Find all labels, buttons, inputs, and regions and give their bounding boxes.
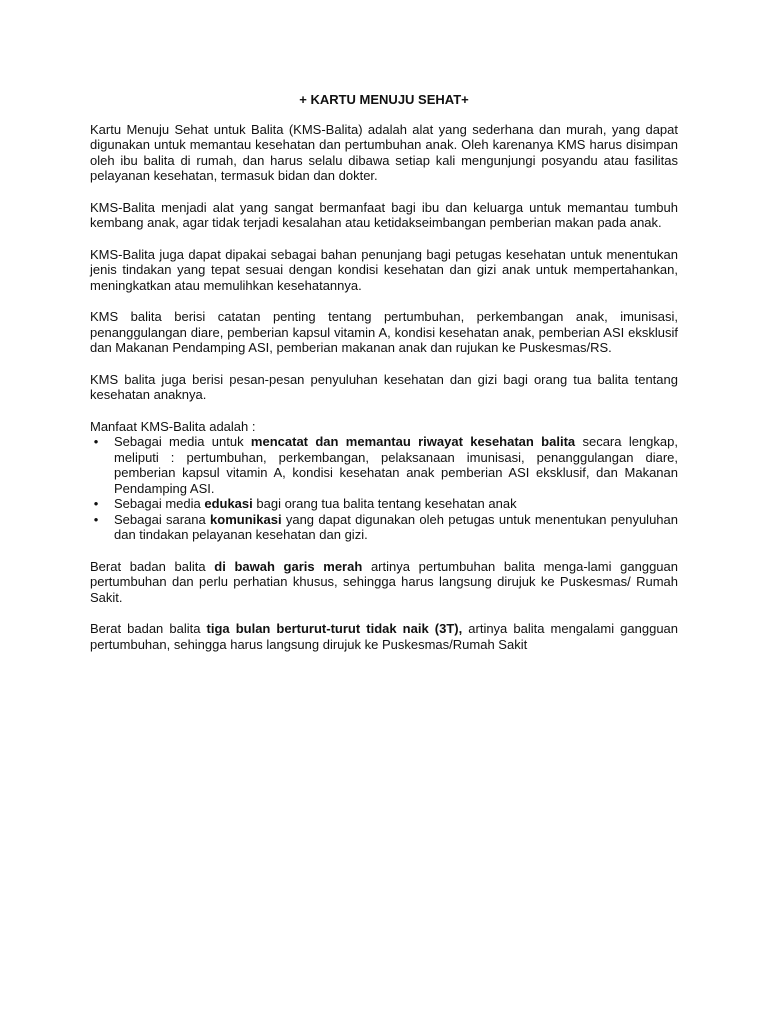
document-title: + KARTU MENUJU SEHAT+ bbox=[299, 92, 469, 107]
benefit-text: Sebagai media untuk bbox=[114, 434, 251, 449]
benefit-text: Sebagai media bbox=[114, 496, 205, 511]
benefit-bold-text: komunikasi bbox=[210, 511, 282, 527]
paragraph-3t-not-gaining bbox=[90, 621, 678, 652]
benefit-text: secara lengkap, meliputi : pertumbuhan, perkembangan, pelaksanaan imunisasi, penanggulangan diare, pemberian kapsul vitamin A, kondisi kesehatan anak pemberian ASI eksklusif, dan Makanan Pendamping ASI. bbox=[114, 434, 678, 496]
benefit-item bbox=[90, 434, 678, 496]
closing-bold-text: tiga bulan berturut-turut tidak naik (3T), bbox=[206, 621, 463, 636]
benefit-bold-text: mencatat dan memantau riwayat kesehatan balita bbox=[250, 434, 576, 449]
bullet-icon: • bbox=[93, 434, 99, 449]
benefit-item bbox=[90, 512, 678, 543]
closing-bold-text: di bawah garis merah bbox=[214, 558, 363, 574]
bullet-icon: • bbox=[93, 496, 99, 511]
closing-text: Berat badan balita bbox=[90, 621, 207, 636]
bullet-icon: • bbox=[93, 511, 99, 527]
document-page bbox=[90, 92, 678, 668]
paragraph-below-red-line bbox=[90, 559, 678, 606]
paragraph-kms-health-worker: KMS-Balita juga dapat dipakai sebagai bahan penunjang bagi petugas kesehatan untuk menentukan jenis tindakan yang tepat sesuai dengan kondisi kesehatan dan gizi anak untuk mempertahankan, meningkatkan atau memulihkan kesehatannya. bbox=[90, 246, 678, 293]
benefit-text: yang dapat digunakan oleh petugas untuk menentukan penyuluhan dan tindakan pelayanan kesehatan dan gizi. bbox=[114, 511, 678, 542]
benefits-list bbox=[90, 434, 678, 543]
paragraph-kms-definition: Kartu Menuju Sehat untuk Balita (KMS-Balita) adalah alat yang sederhana dan murah, yang dapat digunakan untuk memantau kesehatan dan pertumbuhan anak. Oleh karenanya KMS harus disimpan oleh ibu balita di rumah, dan harus selalu dibawa setiap kali mengunjungi posyandu atau fasilitas pelayanan kesehatan, termasuk bidan dan dokter. bbox=[90, 121, 678, 183]
benefit-text: Sebagai sarana bbox=[114, 511, 211, 527]
paragraph-kms-contents: KMS balita berisi catatan penting tentang pertumbuhan, perkembangan anak, imunisasi, penanggulangan diare, pemberian kapsul vitamin A, kondisi kesehatan anak, pemberian ASI eksklusif dan Makanan Pendamping ASI, pemberian makanan anak dan rujukan ke Puskesmas/RS. bbox=[90, 309, 678, 355]
benefit-item bbox=[90, 496, 678, 512]
paragraph-kms-education: KMS balita juga berisi pesan-pesan penyuluhan kesehatan dan gizi bagi orang tua balita tentang kesehatan anaknya. bbox=[90, 371, 678, 402]
paragraph-kms-benefit-family: KMS-Balita menjadi alat yang sangat bermanfaat bagi ibu dan keluarga untuk memantau tumbuh kembang anak, agar tidak terjadi kesalahan atau ketidakseimbangan pemberian makan pada anak. bbox=[90, 199, 678, 230]
closing-text: Berat badan balita bbox=[90, 558, 215, 574]
benefits-intro: Manfaat KMS-Balita adalah : bbox=[90, 418, 256, 434]
closing-text: artinya pertumbuhan balita menga-lami gangguan pertumbuhan dan perlu perhatian khusus, sehingga harus langsung dirujuk ke Puskesmas/ Rumah Sakit. bbox=[90, 558, 678, 605]
benefit-text: bagi orang tua balita tentang kesehatan anak bbox=[252, 496, 517, 511]
closing-text: artinya balita mengalami gangguan pertumbuhan, sehingga harus langsung dirujuk ke Puskesmas/Rumah Sakit bbox=[90, 621, 679, 652]
benefit-bold-text: edukasi bbox=[204, 496, 253, 511]
